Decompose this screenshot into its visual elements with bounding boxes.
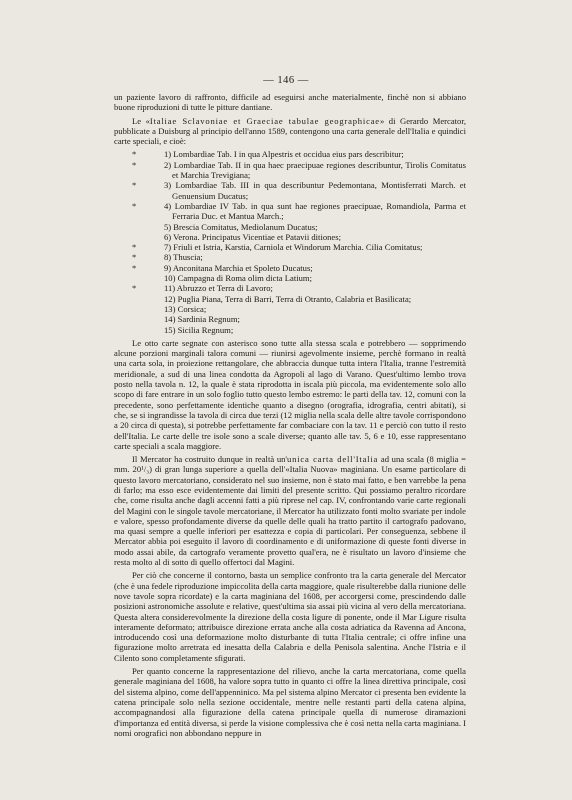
paragraph-mercator-tables-rest: » di Gerardo Mercator, pubblicate a Duisburg al principio dell'anno 1589, contengono una carta generale dell'Italia e quindici carte speciali, e cioè:	[114, 115, 466, 147]
list-item: * 3) Lombardiae Tab. III in qua describuntur Pedemontana, Montisferrati March. et Genuensium Ducatus;	[132, 180, 466, 201]
list-item: 12) Puglia Piana, Terra di Barri, Terra di Otranto, Calabria et Basilicata;	[164, 293, 412, 304]
emphasized-phrase: unica carta dell'Italia	[287, 454, 379, 465]
paragraph-mercator-tables	[114, 116, 466, 147]
body-text	[114, 92, 466, 741]
list-item: 6) Verona. Principatus Vicentiae et Patavii ditiones;	[164, 231, 341, 242]
list-item: 13) Corsica;	[164, 303, 207, 314]
list-item: * 8) Thuscia;	[132, 252, 203, 263]
asterisk-mark: *	[132, 159, 137, 170]
list-item: * 11) Abruzzo et Terra di Lavoro;	[132, 283, 273, 294]
page-number: — 146 —	[263, 75, 309, 86]
work-title: Italiae Sclavoniae et Graeciae tabulae geographicae	[149, 115, 380, 126]
list-item: 14) Sardinia Regnum;	[164, 314, 240, 325]
list-item: * 4) Lombardiae IV Tab. in qua sunt hae regiones praecipuae, Romandiola, Parma et Ferraria Duc. et Mantua March.;	[132, 200, 466, 222]
paragraph-contour: Per ciò che concerne il contorno, basta un semplice confronto tra la carta generale del Mercator (che è una fedele riproduzione impiccolita della carta maggiore, quale risulterebbe dalla riunione delle nove tavole sopra ricordate) e la carta maginiana del 1608, per accorgersi come, prescindendo dalle posizioni astronomiche assolute e relative, quest'ultima sia assai più vicina al vero della mercatoriana. Questa altera considerevolmente la direzione della costa ligure di ponente, onde il Mar Ligure risulta interamente deformato; attribuisce direzione errata anche alla costa adriatica da Ravenna ad Ancona, introducendo così una deformazione molto disturbante di tutta l'Italia centrale; ci offre infine una figurazione molto arretrata ed inesatta della Calabria e della Penisola salentina. Anche l'Istria e il Cilento sono completamente sfigurati.	[114, 570, 466, 663]
paragraph-asterisk-tables: Le otto carte segnate con asterisco sono tutte alla stessa scala e potrebbero — sopprimendo alcune porzioni marginali talora comuni — riunirsi agevolmente insieme, perchè formano in realtà una carta sola, in proiezione rettangolare, che abbraccia dunque tutta intera l'Italia, tranne l'estremità meridionale, a sud di una linea condotta da Agropoli al lago di Varano. Quest'ultimo lembo trova posto nella tavola n. 12, la quale è stata riprodotta in iscala più piccola, ma evidentemente solo allo scopo di fare entrare in un solo foglio tutto questo lembo estremo: le parti della tav. 12, comuni con la precedente, sono perfettamente identiche quanto a disegno (orografia, idrografia, centri abitati), si che, se si ingrandisse la tavola di circa due terzi (12 miglia nella scala delle altre tavole corrispondono a 20 circa di questa), si potrebbe perfettamente far combaciare con la tav. 11 e perciò con tutto il resto dell'Italia. Le carte delle tre isole sono a scale diverse; quanto alle tav. 5, 6 e 10, esse rappresentano carte speciali a scala maggiore.	[114, 337, 466, 451]
asterisk-mark: *	[132, 242, 137, 253]
list-item: * 2) Lombardiae Tab. II in qua haec praecipuae regiones describuntur, Tirolis Comitatus et Marchia Trevigiana;	[132, 159, 466, 181]
asterisk-mark: *	[132, 200, 137, 211]
list-item: 10) Campagna di Roma olim dicta Latium;	[164, 273, 312, 284]
list-item: * 1) Lombardiae Tab. I in qua Alpestris et occidua eius pars describitur;	[132, 149, 404, 160]
asterisk-mark: *	[132, 149, 137, 160]
list-item: * 9) Anconitana Marchia et Spoleto Ducatus;	[132, 262, 313, 273]
asterisk-mark: *	[132, 283, 137, 294]
asterisk-mark: *	[132, 262, 137, 273]
list-item: * 7) Friuli et Istria, Karstia, Carniola et Windorum Marchia. Cilia Comitatus;	[132, 242, 423, 253]
paragraph-relief: Per quanto concerne la rappresentazione del rilievo, anche la carta mercatoriana, come quella generale maginiana del 1608, ha valore sopra tutto in quanto ci offre la linea direttiva principale, così del sistema alpino, come dell'appenninico. Ma pel sistema alpino Mercator ci presenta ben evidente la catena principale solo nella sezione occidentale, mentre nelle restanti parti della catena alpina, accompagnandosi alla figurazione della catena principale quella di numerose diramazioni d'importanza ed entità diversa, si perde la visione complessiva che è così netta nella carta maginiana. I nomi orografici non abbondano neppure in	[114, 666, 466, 738]
quote-open: Le «	[132, 115, 150, 126]
paragraph-unique-map	[114, 454, 466, 567]
asterisk-mark: *	[132, 180, 137, 191]
list-item: 5) Brescia Comitatus, Mediolanum Ducatus;	[164, 221, 318, 232]
list-item: 15) Sicilia Regnum;	[164, 324, 234, 335]
tables-list	[114, 149, 466, 334]
paragraph-intro: un paziente lavoro di raffronto, difficile ad eseguirsi anche materialmente, finchè non si abbiano buone riproduzioni di tutte le pitture dantiane.	[114, 92, 466, 113]
asterisk-mark: *	[132, 252, 137, 263]
paragraph-unique-map-rest: ad una scala (8 miglia = mm. 20¹/₃) di gran lunga superiore a quella dell'«Italia Nuova» maginiana. Un esame particolare di questo lavoro mercatoriano, considerato nel suo insieme, non è stato mai fatto, e ben varrebbe la pena di farlo; ma esso esce evidentemente dai limiti del presente scritto. Qui possiamo peraltro ricordare che, come risulta anche dagli accenni fatti a più riprese nel cap. IV, confrontando varie carte regionali del Magini con le singole tavole mercatoriane, il Mercator ha utilizzato fonti molto svariate per indole e valore, spesso profondamente diverse da quelle delle quali ha tratto partito il cartografo padovano, ma quasi sempre a quelle inferiori per esattezza e copia di particolari. Per conseguenza, sebbene il Mercator abbia poi eseguito il lavoro di coordinamento e di uniformazione di queste fonti diverse in modo assai abile, da cartografo veramente provetto qual'era, ne è risultato un lavoro d'insieme che resta molto al di sotto di quello offertoci dal Magini.	[114, 454, 467, 568]
paragraph-unique-map-lead: Il Mercator ha costruito dunque in realtà un'	[132, 454, 287, 465]
